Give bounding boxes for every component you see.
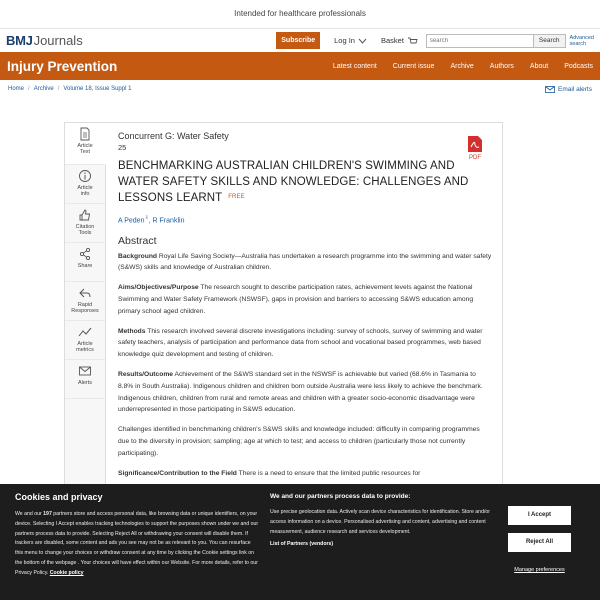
thumbs-up-icon [78,208,92,222]
article-number: 25 [118,143,127,152]
email-alerts-link[interactable] [545,86,592,93]
sidebar-item-share[interactable] [65,243,105,282]
article-section: Concurrent G: Water Safety [118,131,229,141]
reject-all-button[interactable]: Reject All [508,533,571,552]
logo-journals: Journals [33,33,83,48]
sidebar-item-article-metrics[interactable] [65,321,105,360]
logo-bmj: BMJ [6,33,33,48]
manage-preferences-link[interactable]: Manage preferences [514,567,565,573]
sidebar-label: Responses [71,308,99,314]
cookie-title: Cookies and privacy [15,492,103,502]
sidebar-item-article-info[interactable] [65,165,105,204]
cookie-banner [0,484,600,600]
cookie-text-post: partners store and access personal data, like browsing data or unique identifiers, on your device. Selecting I Accept enables tracking technologies to support the purposes shown under we and our partners process data to provide. Selecting Reject All or withdrawing your consent will disable them. If trackers are disabled, some content and ads you see may not be as relevant to you. You can resurface this menu to change your choices or withdraw consent at any time by clicking the Cookie settings link on the bottom of the webpage . Your choices will have effect within our Website. For more details, refer to our Privacy Policy. [15,511,259,576]
reply-icon [78,286,92,300]
abstract-background [118,251,492,275]
share-icon [78,247,92,261]
sidebar-label: Text [79,149,91,155]
journal-bar [0,52,600,80]
purposes-text: Use precise geolocation data. Actively scan device characteristics for identification. Store and/or access information on a device. Personalised advertising and content, advertising and content measurement, audience research and services development. [270,509,491,535]
sidebar-item-article-text[interactable] [65,123,106,165]
results-label: Results/Outcome [118,370,173,378]
advanced-search-line2: search [569,40,587,47]
envelope-icon [78,364,92,378]
sidebar-item-rapid-responses[interactable] [65,282,105,321]
breadcrumb-separator: / [57,86,60,92]
nav-latest-content[interactable]: Latest content [332,62,377,70]
sidebar-label: Alerts [77,380,93,386]
login-menu[interactable] [334,36,367,45]
login-label: Log In [334,36,355,45]
methods-text: This research involved several discrete investigations including: survey of schools, survey of swimming and water safety teachers, analysis of participation and performance data from school and vocational based programmes, web based knowledge quiz development and testing of children. [118,327,483,359]
abstract-methods [118,326,492,361]
nav-podcasts[interactable]: Podcasts [564,62,593,70]
background-label: Background [118,252,158,260]
sidebar-label: Rapid [77,302,93,308]
basket-icon [407,37,418,45]
article-title [118,159,492,206]
cookie-info [15,492,259,579]
search-button[interactable]: Search [534,34,566,48]
aims-label: Aims/Objectives/Purpose [118,284,199,292]
breadcrumb-issue[interactable]: Volume 18, Issue Suppl 1 [63,86,132,92]
significance-label: Significance/Contribution to the Field [118,469,237,477]
nav-archive[interactable]: Archive [450,62,474,70]
chevron-down-icon [358,38,367,44]
sidebar-label: Share [77,263,93,269]
nav-current-issue[interactable]: Current issue [392,62,435,70]
partner-count: 197 [43,511,52,517]
bmj-journals-logo[interactable] [6,33,83,48]
author-list [118,215,492,224]
results-text: Achievement of the S&WS standard set in the NSWSF is achievable but varied (68.6% in Tasmania to 8.8% in South Australia). Indigenous children and children born outside Australia were less likely to achieve the benchmark. Indigenous children, children from rural and remote areas and children with a greater socio-economic disadvantage were underrepresented in those participating in S&WS education. [118,370,483,414]
healthcare-notice: Intended for healthcare professionals [0,0,600,28]
significance-text: There is a need to ensure that the limited public resources for [236,469,421,477]
article-sidebar [65,123,106,499]
author-link[interactable]: A Peden [118,217,145,225]
basket-link[interactable] [381,36,418,45]
orcid-icon[interactable]: ⇩ [144,215,149,222]
sidebar-label: Article [77,143,93,149]
nav-about[interactable]: About [529,62,549,70]
nav-authors[interactable]: Authors [489,62,514,70]
article-title-text: BENCHMARKING AUSTRALIAN CHILDREN'S SWIMMING AND WATER SAFETY SKILLS AND KNOWLEDGE: CHALLENGES AND LESSONS LEARNT [118,160,469,204]
sidebar-label: Tools [78,230,92,236]
cookie-purposes [270,493,492,547]
aims-text: The research sought to describe participation rates, achievement levels against the National Swimming and Water Safety Framework (NSWSF), gaps in provision and barriers to accessing S&WS education among primary school aged children. [118,284,474,315]
methods-label: Methods [118,327,146,335]
sidebar-label: info [80,191,90,197]
cookie-text-pre: We and our [15,511,44,517]
purposes-title: We and our partners process data to provide: [270,493,411,500]
document-icon [78,127,92,141]
abstract-aims [118,282,492,317]
sidebar-label: Citation [75,224,95,230]
line-chart-icon [78,325,92,339]
sidebar-item-citation-tools[interactable] [65,204,105,243]
subscribe-button[interactable]: Subscribe [276,32,320,49]
email-alerts-label: Email alerts [558,85,592,93]
cookie-policy-link[interactable]: Cookie policy [49,569,84,576]
partners-list-link[interactable]: List of Partners (vendors) [270,541,334,548]
journal-nav [333,63,593,70]
breadcrumb-separator: / [28,86,30,92]
basket-label: Basket [380,36,404,45]
sidebar-label: metrics [76,347,94,353]
breadcrumb [0,80,600,98]
pdf-label: PDF [469,155,481,161]
search-input[interactable] [426,34,534,48]
journal-title[interactable]: Injury Prevention [7,58,118,74]
article-content [118,131,492,479]
envelope-icon [545,86,555,93]
free-badge: FREE [228,194,245,200]
breadcrumb-archive[interactable]: Archive [33,86,54,92]
sidebar-label: Article [77,341,93,347]
breadcrumb-home[interactable]: Home [8,86,25,92]
sidebar-item-alerts[interactable] [65,360,105,399]
article-panel [64,122,503,500]
sidebar-label: Article [77,185,93,191]
cookie-text [15,510,259,579]
abstract-results [118,369,492,416]
accept-button[interactable]: I Accept [508,506,571,525]
brand-bar [0,28,600,52]
advanced-search-line1: Advanced [569,34,594,41]
abstract-significance [118,468,492,480]
advanced-search-link[interactable] [570,35,594,47]
info-icon [78,169,92,183]
abstract-heading: Abstract [118,234,157,247]
abstract-challenges: Challenges identified in benchmarking children's S&WS skills and knowledge included: difficulty in comparing programmes due to the diversity in provision; sampling; age at which to test; and access to children (particularly those not currently participating). [118,426,480,457]
author-link[interactable]: , R Franklin [148,217,185,225]
background-text: Royal Life Saving Society—Australia has undertaken a research programme into the swimming and water safety (S&WS) skills and knowledge of Australian children. [118,252,492,272]
